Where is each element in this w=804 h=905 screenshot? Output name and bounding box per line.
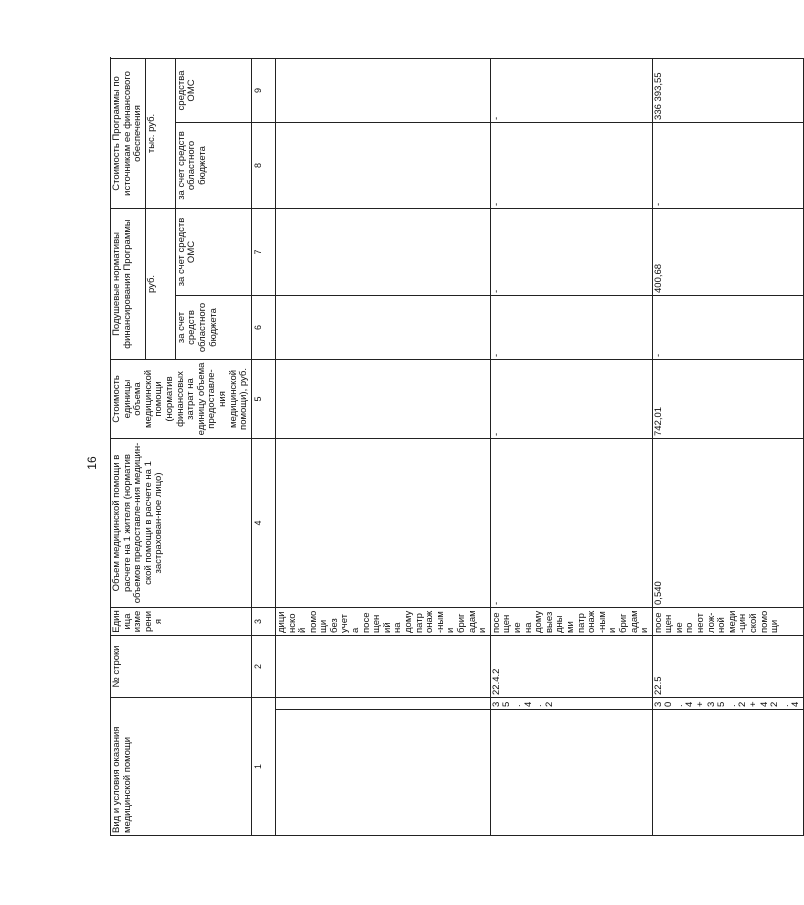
row-volume [275,438,490,607]
header-row-1 [111,58,146,835]
row-norm-regional-budget: - [490,295,652,359]
row-cost-oms [275,58,490,122]
program-cost-table [110,58,804,836]
header-cost-oms: средства ОМС [175,58,251,122]
row-kind-cell [490,710,652,836]
row-subitem-cell [275,697,490,709]
header-norm-oms: за счет средств ОМС [175,208,251,295]
row-unit: дицинской помощи без учета посещений на дому патронаж-ными бригадами [275,607,490,635]
table-row [652,58,803,835]
rotated-table-container [110,59,802,836]
row-kind-cell [652,710,803,836]
row-line-number [275,635,490,697]
header-kind-conditions: Вид и условия оказания медицинской помощи [111,697,252,835]
row-line-number: 22.4.2 [490,635,652,697]
row-cost-regional-budget: - [652,122,803,208]
row-unit: посещение по неотлож-ной меди-цинской помощи [652,607,803,635]
column-number-7: 7 [251,208,275,295]
header-norm-regional-budget: за счет средств областного бюджета [175,295,251,359]
row-norm-regional-budget [275,295,490,359]
column-numbers-row [251,58,275,835]
column-number-3: 3 [251,607,275,635]
table-row [275,58,490,835]
row-kind-cell [275,710,490,836]
header-per-capita-normatives: Подушевые нормативы финансирования Программы [111,208,146,359]
row-norm-oms [275,208,490,295]
row-cost-regional-budget: - [490,122,652,208]
header-unit-cost: Стоимость единицы объема медицинской помощи (норматив финансовых затрат на единицу объема предоставле-ния медицинской помощи), руб. [111,359,252,438]
row-norm-oms: - [490,208,652,295]
row-cost-regional-budget [275,122,490,208]
row-norm-oms: 400,68 [652,208,803,295]
row-subitem-cell: 35.4.2 [490,697,652,709]
column-number-8: 8 [251,122,275,208]
header-normatives-unit: руб. [145,208,175,359]
header-volume: Объем медицинской помощи в расчете на 1 жителя (норматив объемов предоставле-ния медицин-ской помощи в расчете на 1 застрахован-ное лицо) [111,438,252,607]
column-number-9: 9 [251,58,275,122]
column-number-6: 6 [251,295,275,359]
row-cost-oms: - [490,58,652,122]
header-line-number: № строки [111,635,252,697]
header-cost-unit: тыс. руб. [145,58,175,208]
row-norm-regional-budget: - [652,295,803,359]
header-cost-regional-budget: за счет средств областного бюджета [175,122,251,208]
column-number-2: 2 [251,635,275,697]
column-number-4: 4 [251,438,275,607]
row-unit-cost: 742,01 [652,359,803,438]
row-volume: 0,540 [652,438,803,607]
table-row [490,58,652,835]
row-unit-cost: - [490,359,652,438]
row-line-number: 22.5 [652,635,803,697]
row-unit-cost [275,359,490,438]
row-unit: посещение на дому выездными патронаж-ными бригадами [490,607,652,635]
header-program-cost: Стоимость Программы по источникам ее финансового обеспечения [111,58,146,208]
row-subitem-cell: 30.4+ 35.2+ 42.4 [652,697,803,709]
row-volume: - [490,438,652,607]
column-number-5: 5 [251,359,275,438]
header-unit: Единица измерения [111,607,252,635]
page-number: 16 [85,456,99,470]
row-cost-oms: 336 393,55 [652,58,803,122]
column-number-1: 1 [251,697,275,835]
